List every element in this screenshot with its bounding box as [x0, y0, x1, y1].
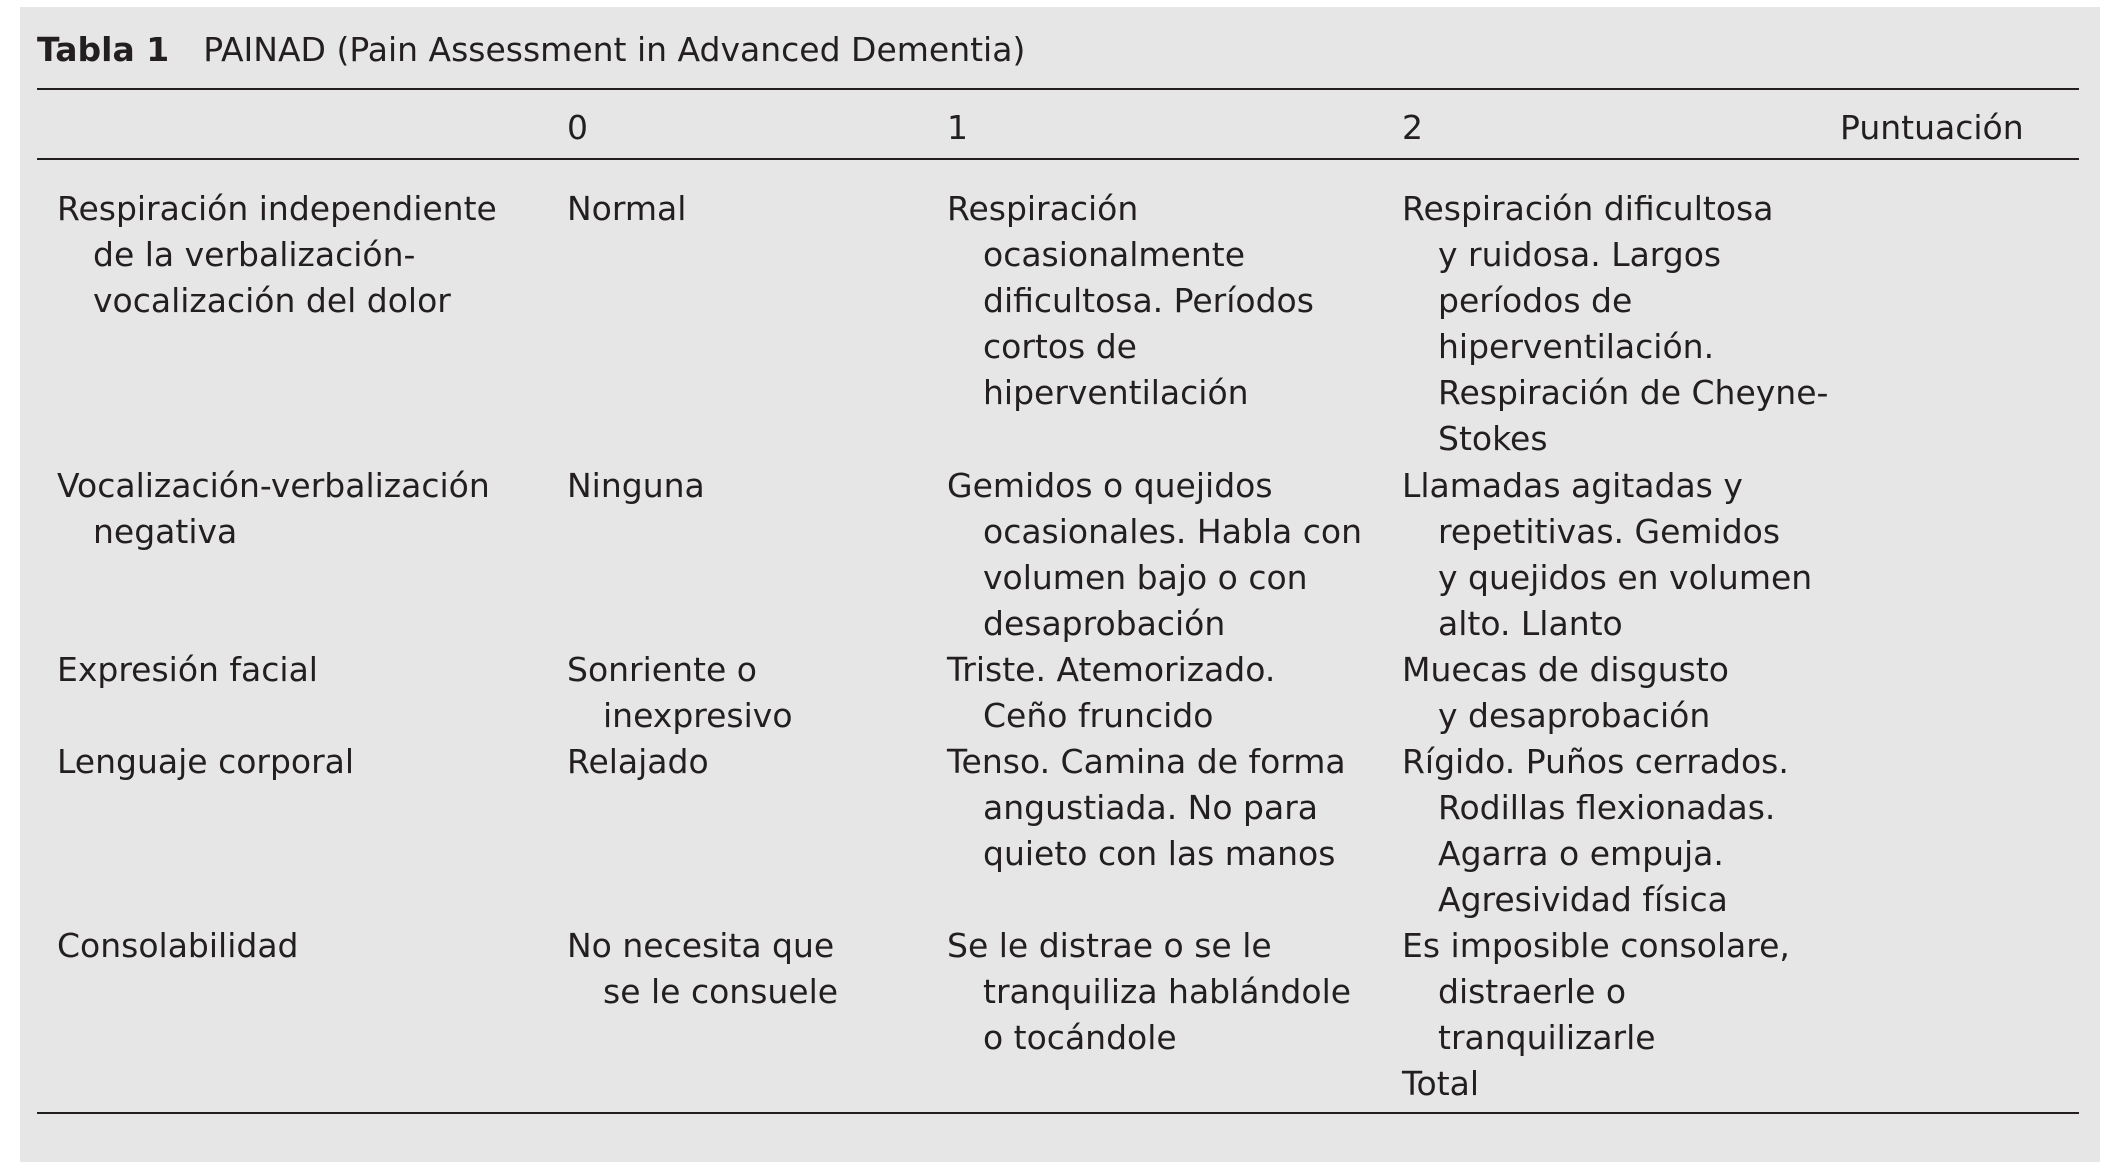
table-caption [37, 30, 1025, 69]
table-row-2-col-1 [947, 463, 1362, 647]
cell-line: ocasionalmente [983, 235, 1246, 274]
cell-line: Ceño fruncido [983, 696, 1214, 735]
cell-line: Relajado [567, 742, 709, 781]
cell-line: angustiada. No para [983, 788, 1318, 827]
table-title: PAINAD (Pain Assessment in Advanced Dementia) [203, 30, 1026, 69]
cell-line: Respiración dificultosa [1402, 189, 1774, 228]
cell-line: vocalización del dolor [93, 281, 451, 320]
cell-line: tranquilizarle [1438, 1018, 1656, 1057]
cell-line: Triste. Atemorizado. [947, 650, 1276, 689]
table-row-3-col-0 [567, 647, 793, 739]
bottom-rule [37, 1112, 2079, 1114]
header-col-1: 1 [947, 108, 968, 147]
cell-line: y desaprobación [1438, 696, 1711, 735]
cell-line: Rígido. Puños cerrados. [1402, 742, 1789, 781]
cell-line: y ruidosa. Largos [1438, 235, 1722, 274]
table-row-5-item [57, 923, 299, 969]
table-row-3-col-1 [947, 647, 1275, 739]
table-row-2-item [57, 463, 490, 555]
table-row-4-col-2 [1402, 739, 1789, 923]
cell-line: Agresividad física [1438, 880, 1728, 919]
cell-line: hiperventilación. [1438, 327, 1715, 366]
cell-line: volumen bajo o con [983, 558, 1308, 597]
cell-line: Lenguaje corporal [57, 742, 355, 781]
header-col-score: Puntuación [1840, 108, 2024, 147]
cell-line: períodos de [1438, 281, 1633, 320]
table-row-5-col-0 [567, 923, 838, 1015]
cell-line: o tocándole [983, 1018, 1177, 1057]
cell-line: Respiración de Cheyne- [1438, 373, 1829, 412]
table-label: Tabla 1 [37, 30, 170, 69]
cell-line: cortos de [983, 327, 1137, 366]
cell-line: Muecas de disgusto [1402, 650, 1729, 689]
header-col-2: 2 [1402, 108, 1423, 147]
table-row-5-col-1 [947, 923, 1351, 1061]
top-rule [37, 88, 2079, 90]
cell-line: repetitivas. Gemidos [1438, 512, 1781, 551]
cell-line: Gemidos o quejidos [947, 466, 1273, 505]
cell-line: Vocalización-verbalización [57, 466, 490, 505]
cell-line: Agarra o empuja. [1438, 834, 1724, 873]
cell-line: y quejidos en volumen [1438, 558, 1813, 597]
cell-line: inexpresivo [603, 696, 793, 735]
cell-line: ocasionales. Habla con [983, 512, 1363, 551]
cell-line: alto. Llanto [1438, 604, 1623, 643]
table-row-3-item [57, 647, 318, 693]
cell-line: se le consuele [603, 972, 839, 1011]
table-row-2-col-2 [1402, 463, 1812, 647]
cell-line: Respiración [947, 189, 1139, 228]
cell-line: tranquiliza hablándole [983, 972, 1352, 1011]
cell-line: distraerle o [1438, 972, 1627, 1011]
total-label: Total [1402, 1064, 1480, 1103]
cell-line: Stokes [1438, 419, 1548, 458]
table-row-1-item [57, 186, 497, 324]
table-row-1-col-0 [567, 186, 686, 232]
cell-line: Consolabilidad [57, 926, 299, 965]
cell-line: desaprobación [983, 604, 1226, 643]
cell-line: dificultosa. Períodos [983, 281, 1314, 320]
cell-line: Se le distrae o se le [947, 926, 1272, 965]
cell-line: Sonriente o [567, 650, 757, 689]
cell-line: de la verbalización- [93, 235, 416, 274]
header-rule [37, 158, 2079, 160]
table-row-4-item [57, 739, 354, 785]
cell-line: Ninguna [567, 466, 705, 505]
cell-line: Tenso. Camina de forma [947, 742, 1346, 781]
cell-line: Es imposible consolare, [1402, 926, 1790, 965]
cell-line: Respiración independiente [57, 189, 497, 228]
cell-line: No necesita que [567, 926, 835, 965]
cell-line: Expresión facial [57, 650, 318, 689]
cell-line: Normal [567, 189, 687, 228]
cell-line: hiperventilación [983, 373, 1249, 412]
cell-line: quieto con las manos [983, 834, 1336, 873]
table-row-4-col-1 [947, 739, 1346, 877]
cell-line: negativa [93, 512, 238, 551]
table-row-5-col-2 [1402, 923, 1790, 1107]
table-row-1-col-1 [947, 186, 1314, 416]
table-row-3-col-2 [1402, 647, 1729, 739]
cell-line: Rodillas flexionadas. [1438, 788, 1776, 827]
table-row-2-col-0 [567, 463, 705, 509]
cell-line: Llamadas agitadas y [1402, 466, 1743, 505]
header-col-0: 0 [567, 108, 588, 147]
table-row-4-col-0 [567, 739, 709, 785]
table-row-1-col-2 [1402, 186, 1828, 462]
